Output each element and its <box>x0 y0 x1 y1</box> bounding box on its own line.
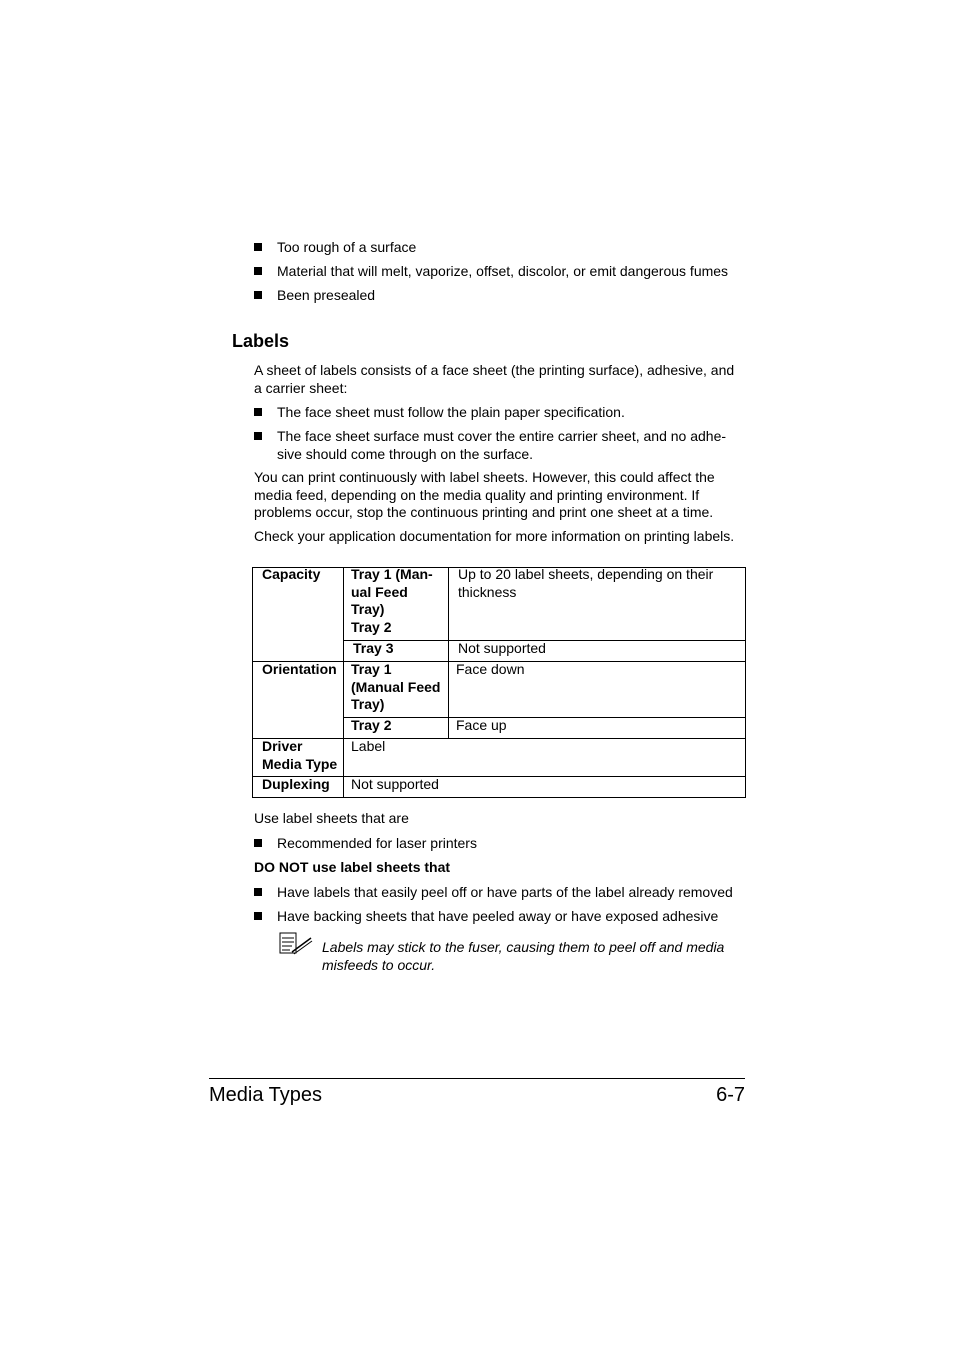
cell-line: Up to 20 label sheets, depending on their <box>458 566 714 582</box>
square-bullet-icon <box>254 888 262 896</box>
list-item-text: Have labels that easily peel off or have parts of the label already removed <box>277 884 733 900</box>
list-item-text: Have backing sheets that have peeled away or have exposed adhesive <box>277 908 719 924</box>
table-divider <box>448 568 449 661</box>
note-line: Labels may stick to the fuser, causing them to peel off and media <box>322 939 725 955</box>
square-bullet-icon <box>254 291 262 299</box>
footer-section-title: Media Types <box>209 1084 323 1106</box>
cell-line: thickness <box>458 583 517 600</box>
cell-line: Tray) <box>351 601 385 617</box>
list-item-text: Material that will melt, vaporize, offset, discolor, or emit dangerous fumes <box>277 263 729 279</box>
table-row-label-duplexing: Duplexing <box>262 776 330 792</box>
square-bullet-icon <box>254 267 262 275</box>
table-cell-tray1-tray2 <box>351 566 433 636</box>
footer-rule <box>209 1078 745 1079</box>
donot-heading: DO NOT use label sheets that <box>254 859 451 875</box>
table-cell-duplexing-value: Not supported <box>351 776 439 792</box>
section-heading: Labels <box>232 331 290 351</box>
table-cell-orientation-tray2: Tray 2 <box>351 717 392 733</box>
cell-line: Tray) <box>351 696 385 712</box>
list-item-text: Been presealed <box>277 287 376 303</box>
table-cell-capacity-value <box>458 566 713 601</box>
cell-line: Tray 2 <box>351 618 392 635</box>
table-cell-orientation-tray1-value: Face down <box>456 661 525 677</box>
table-divider <box>343 568 344 797</box>
paragraph-line: media feed, depending on the media quality and printing environment. If <box>254 486 700 503</box>
square-bullet-icon <box>254 432 262 440</box>
list-item-text: The face sheet must follow the plain paper specification. <box>277 404 625 420</box>
square-bullet-icon <box>254 243 262 251</box>
continuous-print-paragraph <box>254 469 715 522</box>
table-row-label-driver-media-type <box>262 738 337 773</box>
paragraph-line: a carrier sheet: <box>254 379 348 396</box>
cell-line: Tray 1 (Man- <box>351 566 433 582</box>
cell-line: Driver <box>262 738 303 754</box>
table-cell-orientation-tray2-value: Face up <box>456 717 507 733</box>
table-divider <box>448 661 449 738</box>
list-item-text: Too rough of a surface <box>277 239 417 255</box>
paragraph-line: A sheet of labels consists of a face sheet (the printing surface), adhesive, and <box>254 362 735 378</box>
cell-line: ual Feed <box>351 583 408 600</box>
table-divider <box>343 717 745 718</box>
note-text <box>322 939 724 974</box>
square-bullet-icon <box>254 408 262 416</box>
use-intro: Use label sheets that are <box>254 810 409 826</box>
table-row-label-capacity: Capacity <box>262 566 321 582</box>
table-cell-tray3-value: Not supported <box>458 640 546 656</box>
intro-paragraph <box>254 362 734 397</box>
list-item-text: sive should come through on the surface. <box>277 446 534 462</box>
table-cell-driver-value: Label <box>351 738 386 754</box>
footer-page-number: 6-7 <box>716 1084 745 1106</box>
cell-line: (Manual Feed <box>351 678 441 695</box>
note-pencil-icon <box>278 932 314 956</box>
paragraph-line: You can print continuously with label sheets. However, this could affect the <box>254 469 715 485</box>
note-line: misfeeds to occur. <box>322 956 436 973</box>
list-item-text: Recommended for laser printers <box>277 835 477 851</box>
list-item-text: The face sheet surface must cover the entire carrier sheet, and no adhe- <box>277 428 727 444</box>
square-bullet-icon <box>254 912 262 920</box>
square-bullet-icon <box>254 839 262 847</box>
table-cell-orientation-tray1 <box>351 661 440 714</box>
table-cell-tray3: Tray 3 <box>353 640 394 656</box>
cell-line: Media Type <box>262 755 338 772</box>
label-spec-table <box>252 567 746 798</box>
paragraph-line: problems occur, stop the continuous printing and print one sheet at a time. <box>254 504 714 520</box>
table-row-label-orientation: Orientation <box>262 661 337 677</box>
cell-line: Tray 1 <box>351 661 392 677</box>
documentation-paragraph: Check your application documentation for more information on printing labels. <box>254 528 735 544</box>
